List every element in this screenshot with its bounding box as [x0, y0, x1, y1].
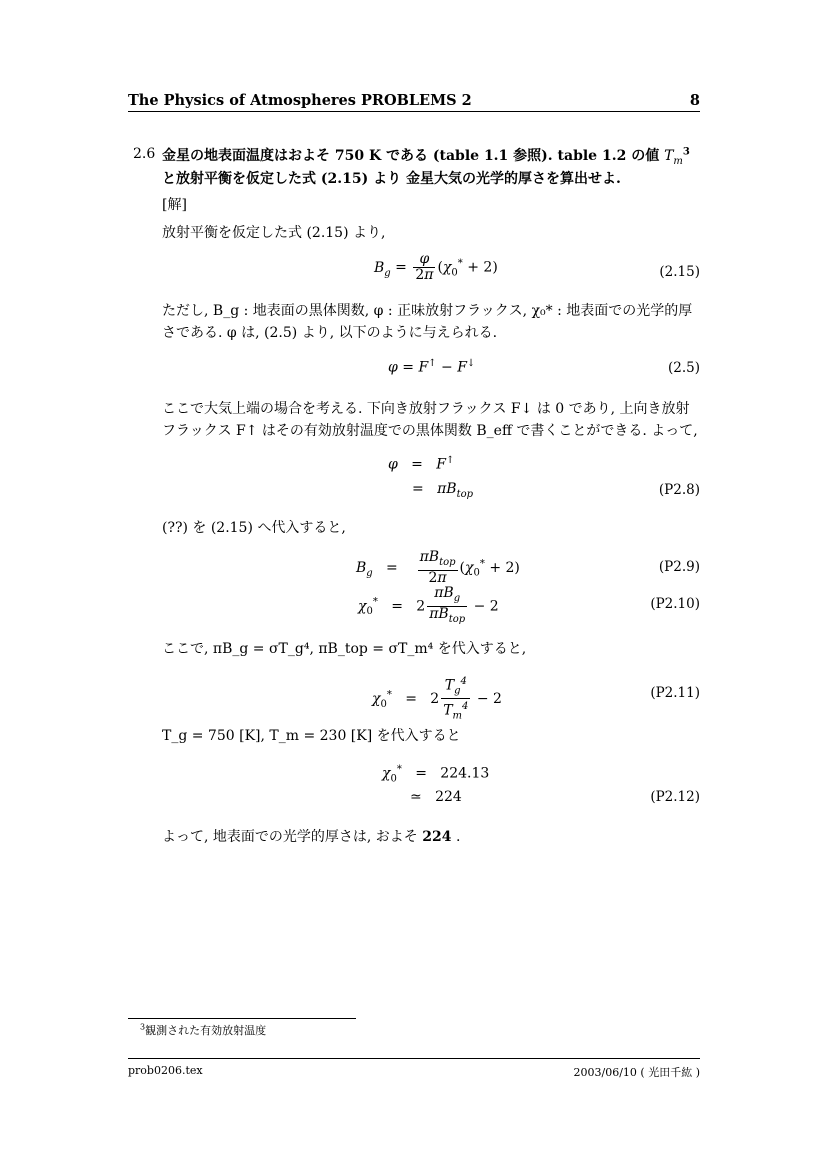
- footnote-rule: [128, 1018, 356, 1019]
- footnote-mark: 3: [682, 146, 690, 158]
- solution-paragraph-3-line1: ここで大気上端の場合を考える. 下向き放射フラックス F↓ は 0 であり, 上向き放射: [162, 401, 690, 417]
- solution-paragraph-2-line2: さである. φ は, (2.5) より, 以下のように与えられる.: [162, 325, 498, 341]
- equation-number-p2-9: (P2.9): [658, 559, 700, 575]
- equation-number-p2-8: (P2.8): [658, 482, 700, 498]
- equation-number-p2-11: (P2.11): [650, 685, 700, 701]
- equation-number-2-5: (2.5): [667, 360, 700, 376]
- solution-label: [解]: [162, 197, 187, 213]
- footer-filename: prob0206.tex: [128, 1064, 203, 1077]
- equation-p2-8-line1: φ = F↑: [388, 455, 455, 473]
- problem-statement-line1: 金星の地表面温度はおよそ 750 K である (table 1.1 参照). table 1.2 の値 $T_m^3$: [162, 146, 690, 167]
- footnote: $^3$観測された有効放射温度: [140, 1022, 267, 1037]
- equation-p2-11: $\chi_0^* = 2$ $\frac{T_g^4}{T_m^4}$ − 2: [372, 676, 502, 722]
- equation-2-15: $B_g$ = $\frac{\varphi}{2\pi}$ $(\chi_0^* + 2)$: [374, 251, 498, 283]
- equation-2-5: φ = F↑ − F↓: [388, 358, 476, 376]
- solution-paragraph-4: (??) を (2.15) へ代入すると,: [162, 520, 346, 536]
- equation-number-p2-10: (P2.10): [650, 596, 700, 612]
- equation-p2-10: $\chi_0^* = 2$ $\frac{\pi B_g}{\pi B_{top}}$ − 2: [358, 585, 499, 625]
- equation-p2-12-line1: $\chi_0^* = 224.13$: [382, 764, 490, 785]
- equation-p2-9: $B_g$ = $\frac{\pi B_{top}}{2\pi}$ $(\chi_0^* + 2)$: [356, 549, 520, 586]
- solution-paragraph-2-line1: ただし, B_g : 地表面の黒体関数, φ : 正味放射フラックス, χ₀* : 地表面での光学的厚: [162, 303, 693, 319]
- equation-p2-8-line2: = $\pi B_{top}$: [412, 481, 474, 500]
- conclusion: よって, 地表面での光学的厚さは, およそ 224 .: [162, 829, 461, 845]
- equation-p2-12-line2: ≃ 224: [410, 789, 462, 805]
- conclusion-value: 224: [422, 829, 452, 845]
- solution-paragraph-6: T_g = 750 [K], T_m = 230 [K] を代入すると: [162, 728, 461, 744]
- footer-rule: [128, 1058, 700, 1059]
- solution-paragraph-1: 放射平衡を仮定した式 (2.15) より,: [162, 225, 386, 241]
- value-224-13: 224.13: [440, 765, 490, 782]
- value-224: 224: [435, 789, 462, 805]
- solution-paragraph-3-line2: フラックス F↑ はその有効放射温度での黒体関数 B_eff で書くことができる. よって,: [162, 423, 698, 439]
- equation-number-2-15: (2.15): [659, 264, 700, 280]
- header-rule: [128, 111, 700, 112]
- footer-date-author: 2003/06/10 ( 光田千紘 ): [573, 1066, 700, 1079]
- running-header-title: The Physics of Atmospheres PROBLEMS 2: [128, 92, 472, 109]
- equation-number-p2-12: (P2.12): [650, 789, 700, 805]
- problem-number: 2.6: [133, 146, 156, 162]
- page-number: 8: [689, 92, 700, 109]
- problem-statement-line2: と放射平衡を仮定した式 (2.15) より 金星大気の光学的厚さを算出せよ.: [162, 171, 621, 187]
- solution-paragraph-5: ここで, πB_g = σT_g⁴, πB_top = σT_m⁴ を代入すると,: [162, 641, 527, 657]
